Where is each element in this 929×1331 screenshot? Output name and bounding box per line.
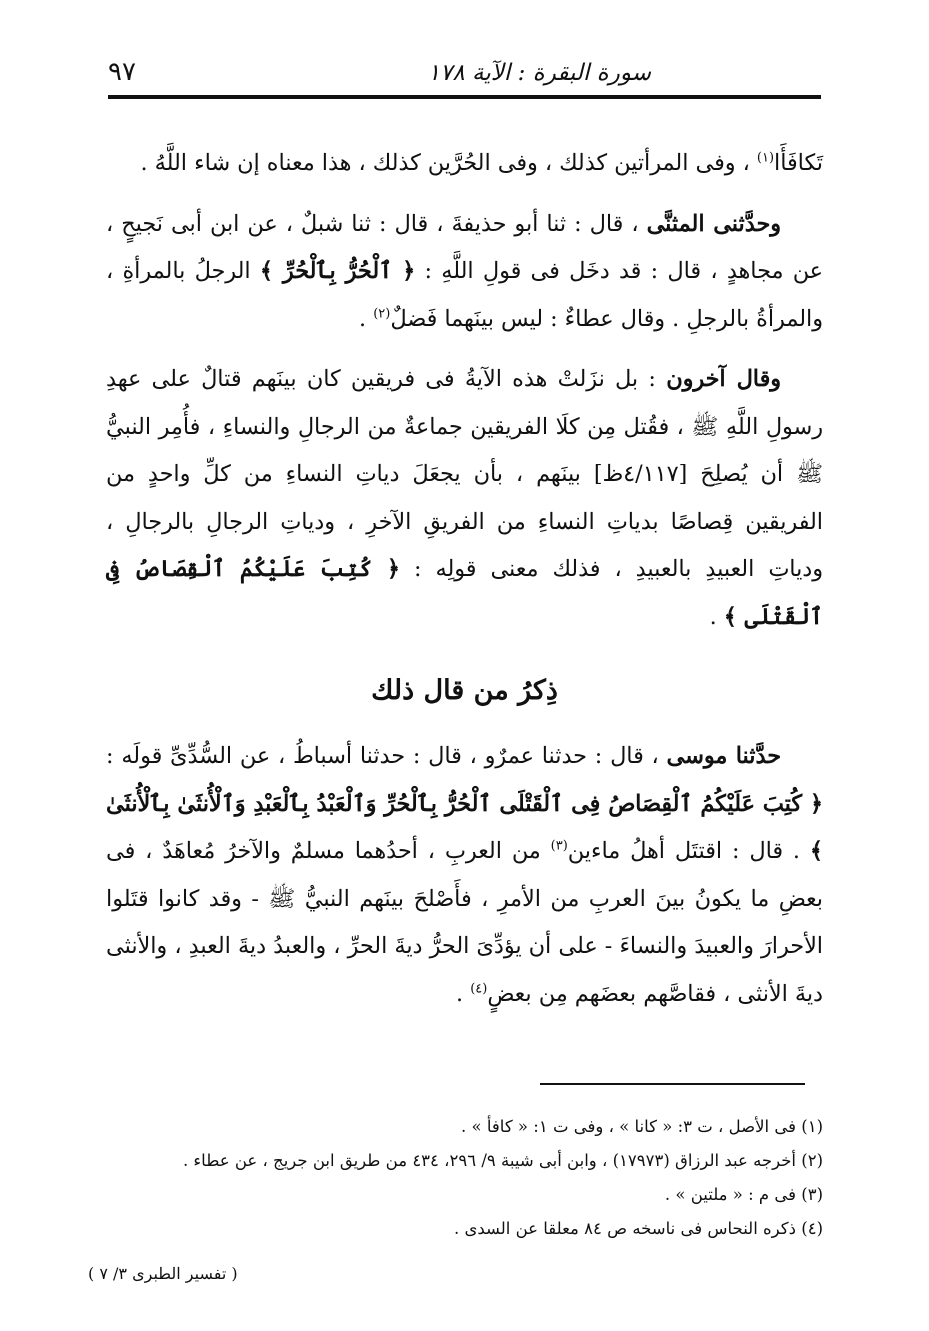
quran-quote-2: ﴿ كُتِبَ عَلَيْكُمُ ٱلْقِصَاصُ فِى ٱلْقَتْلَى ﴾ <box>106 556 823 630</box>
paragraph-3-text-2: . <box>709 603 724 630</box>
footnote-ref-4: (٤) <box>470 981 488 997</box>
footnote-2: (٢) أخرجه عبد الرزاق (١٧٩٧٣) ، وابن أبى شيبة ٩/ ٢٩٦، ٤٣٤ من طريق ابن جريج ، عن عطاء . <box>182 1151 823 1170</box>
running-title: سورة البقرة : الآية ١٧٨ <box>427 60 651 86</box>
footnote-rule <box>540 1083 805 1085</box>
quran-quote-3: ﴿ كُتِبَ عَلَيْكُمُ ٱلْقِصَاصُ فِى ٱلْقَتْلَى ٱلْحُرُّ بِٱلْحُرِّ وَٱلْعَبْدُ بِٱلْعَبْدِ وَٱلْأُنثَىٰ بِٱلْأُنثَىٰ ﴾ <box>106 790 823 864</box>
footnote-ref-2: (٢) <box>373 306 391 322</box>
footnote-ref-1: (١) <box>756 150 775 166</box>
paragraph-4-text-2: . قال : اقتتَل أهلُ ماءين <box>567 838 810 864</box>
paragraph-4 <box>106 733 823 1018</box>
paragraph-1-text-2: ، وفى المرأتين كذلك ، وفى الحُرَّين كذلك ، هذا معناه إن شاء اللَّهُ . <box>140 150 757 176</box>
paragraph-2-lead: وحدَّثنى المثنَّى <box>646 210 781 237</box>
paragraph-3 <box>106 356 823 641</box>
footnote-ref-3: (٣) <box>550 838 568 854</box>
quran-quote-1: ﴿ ٱلْحُرُّ بِٱلْحُرِّ ﴾ <box>259 258 416 284</box>
volume-signature: ( تفسير الطبرى ٣/ ٧ ) <box>88 1264 238 1283</box>
footnote-4: (٤) ذكره النحاس فى ناسخه ص ٨٤ معلقا عن السدى . <box>453 1219 823 1238</box>
header-rule <box>108 95 821 99</box>
footnote-3: (٣) فى م : « ملتين » . <box>664 1185 823 1204</box>
paragraph-2-text-3: . <box>359 305 374 332</box>
paragraph-4-text-4: . <box>456 980 471 1007</box>
paragraph-3-lead: وقال آخرون <box>666 366 781 392</box>
paragraph-4-text: ، قال : حدثنا عمرٌو ، قال : حدثنا أسباطُ ، عن السُّدِّىِّ قولَه : <box>106 743 667 769</box>
paragraph-4-lead: حدَّثنا موسى <box>666 743 781 769</box>
page-number: ٩٧ <box>108 57 136 87</box>
paragraph-2 <box>106 201 823 344</box>
paragraph-2-text: ، قال : ثنا أبو حذيفةَ ، قال : ثنا شبلٌ ، عن ابن أبى نَجيحٍ ، عن مجاهدٍ ، قال : قد دخَل فى قولِ اللَّهِ : <box>106 210 823 284</box>
running-head <box>108 55 821 95</box>
paragraph-4-text-3: من العربِ ، أحدُهما مسلمٌ والآخرُ مُعاهَدٌ ، فى بعضِ ما يكونُ بينَ العربِ من الأمرِ ، فأَصْلحَ بينَهم النبيُّ ﷺ - وقد كانوا قتَلوا الأحرارَ والعبيدَ والنساءَ - على أن يؤدِّىَ الحرُّ ديةَ الحرِّ ، والعبدُ ديةَ العبدِ ، والأنثى ديةَ الأنثى ، فقاصَّهم بعضَهم مِن بعضٍ <box>106 838 823 1007</box>
paragraph-3-text: : بل نزَلتْ هذه الآيةُ فى فريقين كان بينَهم قتالٌ على عهدِ رسولِ اللَّهِ ﷺ ، فقُتل مِن كلَا الفريقين جماعةٌ من الرجالِ والنساءِ ، فأُمِر النبيُّ ﷺ أن يُصلِحَ [٤/١١٧ظ] بينَهم ، بأن يجعَلَ دياتِ النساءِ من كلِّ واحدٍ من الفريقين قِصاصًا بدياتِ النساءِ من الفريقِ الآخرِ ، ودياتِ الرجالِ بالرجالِ ، ودياتِ العبيدِ بالعبيدِ ، فذلك معنى قولِه : <box>106 366 824 582</box>
paragraph-1-text: تَكافَأَا <box>774 150 823 176</box>
paragraph-2-text-2: الرجلُ بالمرأةِ ، والمرأةُ بالرجلِ . وقال عطاءٌ : ليس بينَهما فَضلٌ <box>106 258 823 332</box>
footnotes <box>106 1110 823 1246</box>
paragraph-1 <box>106 140 823 188</box>
body-text <box>106 140 823 1031</box>
section-heading: ذِكرُ من قال ذلك <box>371 675 558 706</box>
footnote-1: (١) فى الأصل ، ت ٣: « كانا » ، وفى ت ١: « كافأ » . <box>461 1117 823 1136</box>
